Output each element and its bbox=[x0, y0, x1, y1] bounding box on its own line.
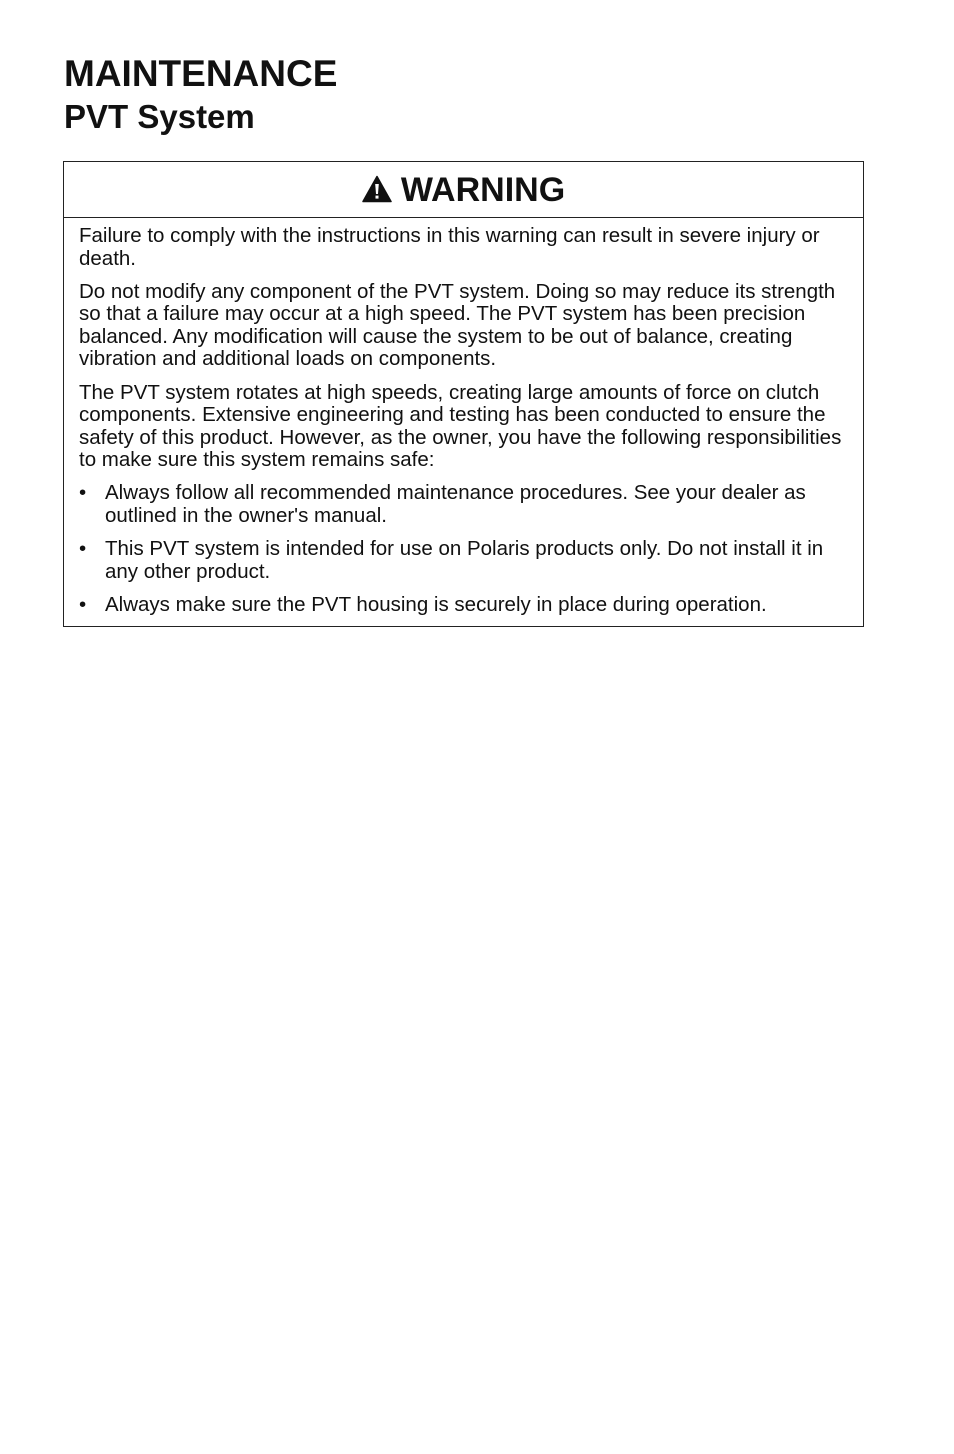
section-heading: PVT System bbox=[64, 98, 255, 135]
page-heading: MAINTENANCE bbox=[64, 53, 338, 94]
warning-bullet-item bbox=[79, 538, 849, 583]
bullet-marker: • bbox=[79, 537, 87, 561]
warning-bullet-item bbox=[79, 594, 849, 617]
warning-bullet-text: Always make sure the PVT housing is securely in place during operation. bbox=[105, 592, 767, 616]
warning-paragraph: The PVT system rotates at high speeds, creating large amounts of force on clutch components. Extensive engineering and testing has been conducted to ensure the safety of this product. However, as the owner, you have the following responsibilities to make sure this system remains safe: bbox=[79, 380, 842, 472]
warning-paragraph: Do not modify any component of the PVT system. Doing so may reduce its strength so that a failure may occur at a high speed. The PVT system has been precision balanced. Any modification will cause the system to be out of balance, creating vibration and additional loads on components. bbox=[79, 279, 836, 371]
warning-bullet-item bbox=[79, 482, 849, 527]
warning-box bbox=[63, 161, 864, 627]
warning-bullet-text: Always follow all recommended maintenance procedures. See your dealer as outlined in the owner's manual. bbox=[105, 481, 806, 528]
bullet-marker: • bbox=[79, 592, 87, 616]
warning-triangle-icon bbox=[362, 175, 392, 203]
warning-paragraph: Failure to comply with the instructions in this warning can result in severe injury or death. bbox=[79, 224, 820, 270]
bullet-marker: • bbox=[79, 481, 87, 505]
warning-title: WARNING bbox=[400, 170, 566, 209]
warning-bullet-list bbox=[79, 482, 849, 616]
warning-body bbox=[64, 218, 863, 616]
warning-bullet-text: This PVT system is intended for use on Polaris products only. Do not install it in any other product. bbox=[105, 537, 824, 583]
warning-header bbox=[64, 162, 863, 218]
